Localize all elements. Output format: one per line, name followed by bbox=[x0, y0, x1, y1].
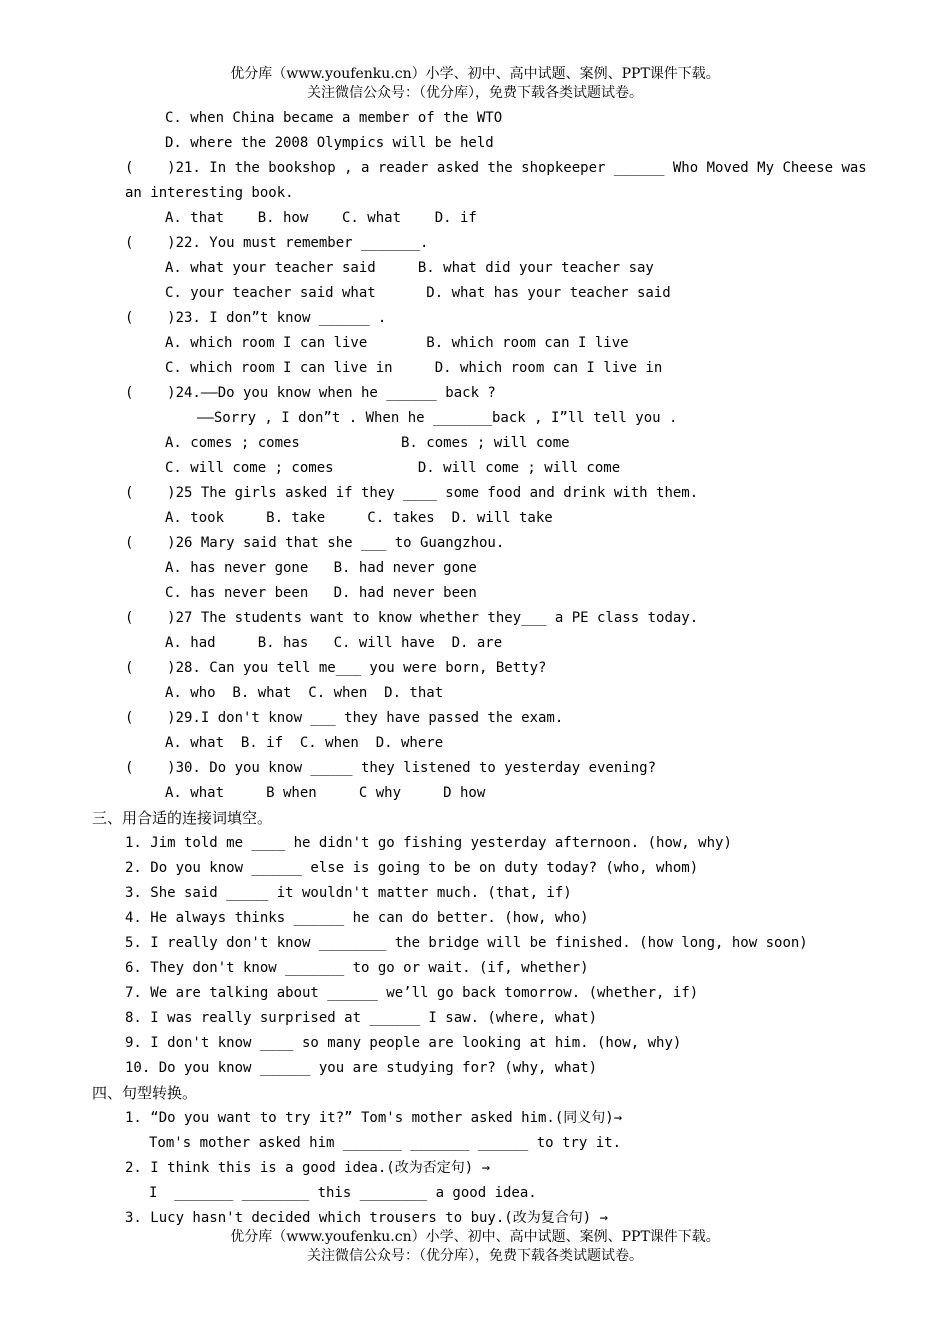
question-22: ( )22. You must remember _______. bbox=[125, 235, 429, 251]
question-25: ( )25 The girls asked if they ____ some food and drink with them. bbox=[125, 485, 699, 501]
q21-options: A. that B. how C. what D. if bbox=[165, 210, 477, 226]
fill-item-9: 9. I don't know ____ so many people are looking at him. (how, why) bbox=[125, 1035, 682, 1051]
q25-options: A. took B. take C. takes D. will take bbox=[165, 510, 553, 526]
q24-options-cd: C. will come ; comes D. will come ; will come bbox=[165, 460, 621, 476]
q29-options: A. what B. if C. when D. where bbox=[165, 735, 444, 751]
question-24-reply: ——Sorry , I don”t . When he _______back , I”ll tell you . bbox=[197, 410, 678, 426]
q24-options-ab: A. comes ; comes B. comes ; will come bbox=[165, 435, 570, 451]
question-23: ( )23. I don”t know ______ . bbox=[125, 310, 387, 326]
q26-options-cd: C. has never been D. had never been bbox=[165, 585, 477, 601]
fill-item-3: 3. She said _____ it wouldn't matter much. (that, if) bbox=[125, 885, 572, 901]
transform-item-2: 2. I think this is a good idea.(改为否定句) → bbox=[125, 1160, 491, 1176]
question-28: ( )28. Can you tell me___ you were born, Betty? bbox=[125, 660, 547, 676]
fill-item-6: 6. They don't know _______ to go or wait. (if, whether) bbox=[125, 960, 589, 976]
question-24: ( )24.——Do you know when he ______ back ? bbox=[125, 385, 496, 401]
question-26: ( )26 Mary said that she ___ to Guangzhou. bbox=[125, 535, 505, 551]
fill-item-10: 10. Do you know ______ you are studying for? (why, what) bbox=[125, 1060, 598, 1076]
transform-item-1: 1. “Do you want to try it?” Tom's mother asked him.(同义句)→ bbox=[125, 1110, 623, 1126]
q23-options-ab: A. which room I can live B. which room can I live bbox=[165, 335, 629, 351]
fill-item-8: 8. I was really surprised at ______ I saw. (where, what) bbox=[125, 1010, 598, 1026]
q30-options: A. what B when C why D how bbox=[165, 785, 486, 801]
q27-options: A. had B. has C. will have D. are bbox=[165, 635, 503, 651]
q26-options-ab: A. has never gone B. had never gone bbox=[165, 560, 477, 576]
question-29: ( )29.I don't know ___ they have passed the exam. bbox=[125, 710, 564, 726]
fill-item-4: 4. He always thinks ______ he can do better. (how, who) bbox=[125, 910, 589, 926]
question-21-continued: an interesting book. bbox=[125, 185, 294, 201]
transform-item-2-answer: I _______ ________ this ________ a good idea. bbox=[149, 1185, 537, 1201]
question-21: ( )21. In the bookshop , a reader asked the shopkeeper ______ Who Moved My Cheese was bbox=[125, 160, 867, 176]
section-4-heading: 四、句型转换。 bbox=[92, 1084, 198, 1102]
transform-item-3: 3. Lucy hasn't decided which trousers to buy.(改为复合句) → bbox=[125, 1210, 609, 1226]
q22-options-cd: C. your teacher said what D. what has your teacher said bbox=[165, 285, 671, 301]
q28-options: A. who B. what C. when D. that bbox=[165, 685, 444, 701]
q20-option-d: D. where the 2008 Olympics will be held bbox=[165, 135, 494, 151]
fill-item-7: 7. We are talking about ______ we’ll go back tomorrow. (whether, if) bbox=[125, 985, 699, 1001]
q20-option-c: C. when China became a member of the WTO bbox=[165, 110, 503, 126]
q23-options-cd: C. which room I can live in D. which room can I live in bbox=[165, 360, 663, 376]
question-27: ( )27 The students want to know whether they___ a PE class today. bbox=[125, 610, 699, 626]
fill-item-5: 5. I really don't know ________ the bridge will be finished. (how long, how soon) bbox=[125, 935, 808, 951]
question-30: ( )30. Do you know _____ they listened to yesterday evening? bbox=[125, 760, 657, 776]
transform-item-1-answer: Tom's mother asked him _______ _______ ______ to try it. bbox=[149, 1135, 622, 1151]
header-line-1: 优分库（www.youfenku.cn）小学、初中、高中试题、案例、PPT课件下载。 bbox=[230, 66, 720, 82]
footer-line-1: 优分库（www.youfenku.cn）小学、初中、高中试题、案例、PPT课件下载。 bbox=[230, 1229, 720, 1245]
fill-item-2: 2. Do you know ______ else is going to be on duty today? (who, whom) bbox=[125, 860, 699, 876]
header-line-2: 关注微信公众号：（优分库），免费下载各类试题试卷。 bbox=[307, 85, 643, 101]
footer-line-2: 关注微信公众号：（优分库），免费下载各类试题试卷。 bbox=[307, 1248, 643, 1264]
section-3-heading: 三、用合适的连接词填空。 bbox=[92, 809, 273, 827]
fill-item-1: 1. Jim told me ____ he didn't go fishing yesterday afternoon. (how, why) bbox=[125, 835, 732, 851]
q22-options-ab: A. what your teacher said B. what did your teacher say bbox=[165, 260, 654, 276]
